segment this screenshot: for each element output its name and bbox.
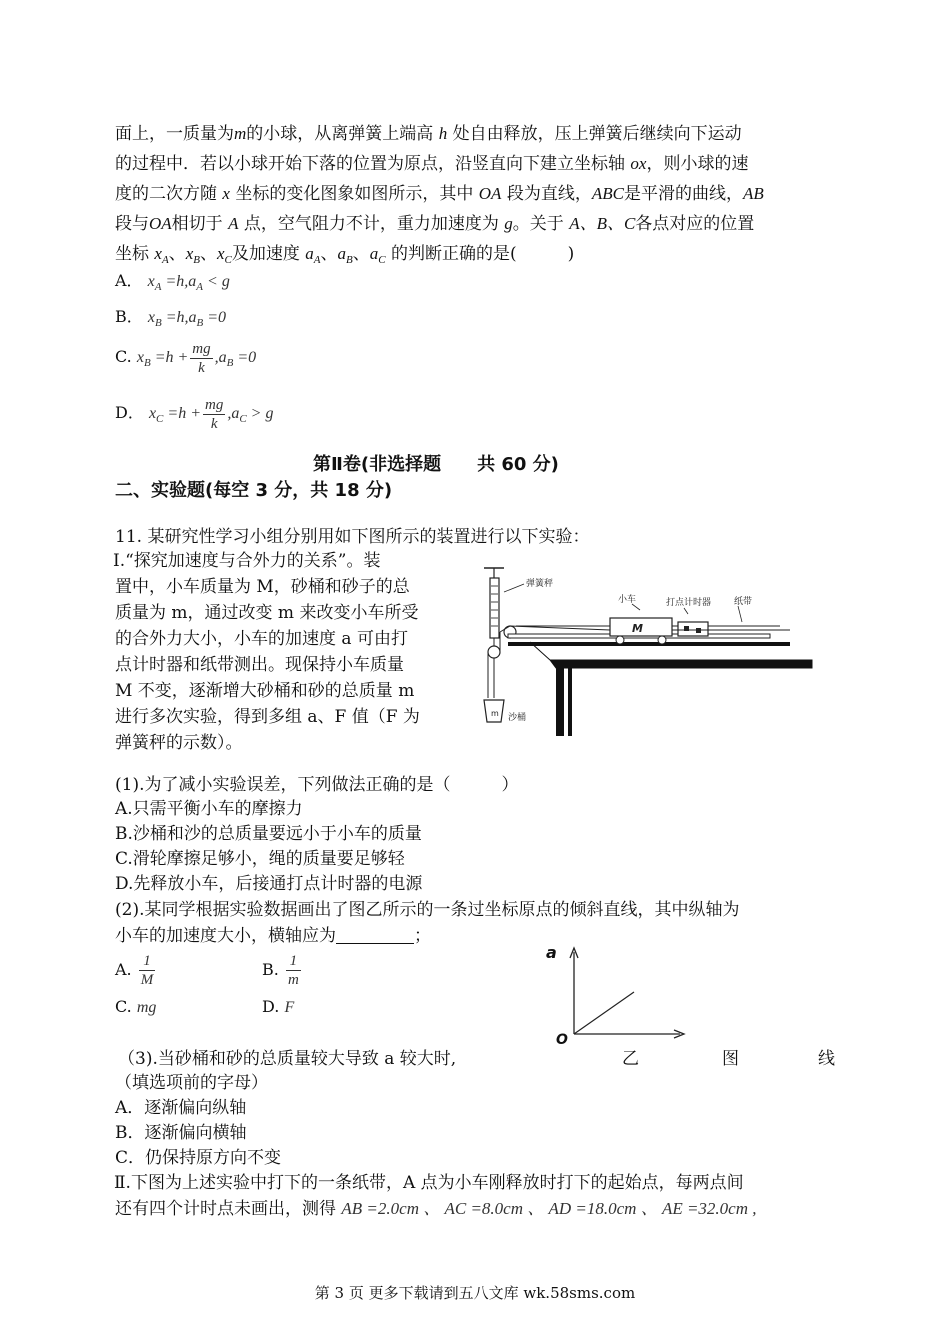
expr: =0 bbox=[233, 349, 257, 367]
expr: =h,a bbox=[161, 273, 197, 290]
q2-option-b[interactable] bbox=[262, 952, 303, 989]
wheel bbox=[616, 636, 624, 644]
option-label: B． bbox=[115, 307, 143, 326]
text: 各点对应的位置 bbox=[635, 214, 755, 234]
numerator: mg bbox=[192, 341, 211, 357]
q11-part1-line-1: Ⅰ.“探究加速度与合外力的关系”。装 bbox=[113, 551, 381, 571]
text: 点，空气阻力不计，重力加速度为 bbox=[243, 214, 499, 234]
expr: ,a bbox=[227, 405, 240, 423]
q3-option-b[interactable]: B．逐渐偏向横轴 bbox=[115, 1123, 247, 1143]
expr: < g bbox=[203, 273, 230, 290]
q3-option-c[interactable]: C．仍保持原方向不变 bbox=[115, 1148, 282, 1168]
graph-yi bbox=[540, 938, 690, 1048]
var-points: A、B、C bbox=[569, 214, 636, 233]
option-label: C. bbox=[115, 347, 132, 367]
option-value: F bbox=[284, 999, 295, 1016]
q11-q2-line-2 bbox=[115, 924, 431, 948]
text: 是平滑的曲线， bbox=[623, 184, 743, 204]
q11-part1-line-4: 的合外力大小，小车的加速度 a 可由打 bbox=[115, 629, 408, 649]
q11-q1: (1).为了减小实验误差，下列做法正确的是（ ） bbox=[115, 775, 519, 795]
denominator: M bbox=[140, 972, 154, 988]
label-leader bbox=[504, 584, 524, 592]
denominator: k bbox=[198, 360, 205, 376]
expr: =0 bbox=[203, 309, 227, 326]
spring-scale bbox=[490, 578, 499, 638]
sep: 、 bbox=[199, 244, 217, 264]
problem10-line-2 bbox=[115, 152, 748, 176]
sep: 、 bbox=[168, 244, 186, 264]
text: 及加速度 bbox=[231, 244, 300, 264]
var-m: m bbox=[234, 124, 247, 143]
sub: A bbox=[196, 281, 204, 293]
option-a[interactable] bbox=[115, 270, 230, 298]
text: ； bbox=[414, 926, 431, 946]
var-xa: x bbox=[154, 244, 162, 263]
answer-blank[interactable] bbox=[336, 925, 414, 944]
q1-option-b[interactable]: B.沙桶和沙的总质量要远小于小车的质量 bbox=[115, 824, 422, 844]
sub: B bbox=[196, 317, 204, 329]
fraction bbox=[286, 952, 301, 989]
text: 相切于 bbox=[171, 214, 223, 234]
var-oa: OA bbox=[149, 214, 172, 233]
expr: x bbox=[147, 273, 155, 290]
fraction bbox=[139, 952, 156, 989]
expr: x bbox=[147, 309, 155, 326]
q11-q2-line-1: (2).某同学根据实验数据画出了图乙所示的一条过坐标原点的倾斜直线，其中纵轴为 bbox=[115, 900, 740, 920]
q11-part2-line-1: Ⅱ.下图为上述实验中打下的一条纸带，A 点为小车刚释放时打下的起始点，每两点间 bbox=[114, 1173, 744, 1193]
cart-mass-label: M bbox=[632, 622, 643, 635]
tape-label: 纸带 bbox=[734, 597, 753, 607]
wheel bbox=[658, 636, 666, 644]
expr: =h + bbox=[163, 405, 201, 423]
table-top bbox=[508, 642, 790, 646]
sub: C bbox=[378, 254, 386, 266]
q11-part1-line-2: 置中，小车质量为 M，砂桶和砂子的总 bbox=[115, 577, 410, 597]
table-leg bbox=[556, 664, 564, 736]
denominator: k bbox=[210, 416, 218, 432]
text: 的小球，从离弹簧上端高 bbox=[246, 124, 434, 144]
timer-label: 打点计时器 bbox=[666, 598, 712, 608]
q2-option-c[interactable] bbox=[115, 996, 156, 1019]
q11-intro: 11. 某研究性学习小组分别用如下图所示的装置进行以下实验： bbox=[115, 527, 590, 547]
sep: 、 bbox=[320, 244, 338, 264]
var-abc: ABC bbox=[591, 184, 624, 203]
numerator: 1 bbox=[139, 952, 156, 971]
label-leader bbox=[684, 608, 688, 614]
var-a: A bbox=[228, 214, 239, 233]
fraction bbox=[203, 396, 225, 433]
sub: C bbox=[224, 254, 232, 266]
expr: x bbox=[136, 349, 144, 367]
bucket-label: 沙桶 bbox=[508, 713, 527, 723]
sep: 、 bbox=[352, 244, 370, 264]
var-aa: a bbox=[305, 244, 314, 263]
origin-label: O bbox=[556, 1032, 568, 1048]
var-ox: ox bbox=[630, 154, 647, 173]
option-label: A． bbox=[115, 271, 143, 290]
bucket-mass-label: m bbox=[491, 709, 499, 718]
label-leader bbox=[738, 606, 742, 622]
cart-label: 小车 bbox=[618, 595, 637, 605]
q11-part2-line-2 bbox=[115, 1197, 757, 1221]
graph-line bbox=[574, 992, 634, 1034]
problem10-line-5 bbox=[115, 242, 574, 272]
problem10-line-4 bbox=[115, 212, 754, 236]
text: 还有四个计时点未画出，测得 bbox=[115, 1199, 336, 1219]
text: 面上，一质量为 bbox=[115, 124, 234, 144]
spring-scale-label: 弹簧秤 bbox=[526, 579, 554, 589]
var-xc: x bbox=[216, 244, 225, 263]
option-value: mg bbox=[136, 999, 157, 1016]
q1-option-c[interactable]: C.滑轮摩擦足够小，绳的质量要足够轻 bbox=[115, 849, 405, 869]
option-expr bbox=[136, 341, 257, 376]
var-h: h bbox=[438, 124, 448, 143]
q11-part1-line-6: M 不变，逐渐增大砂桶和砂的总质量 m bbox=[115, 681, 415, 701]
expr: =h,a bbox=[161, 309, 197, 326]
q3-option-a[interactable]: A．逐渐偏向纵轴 bbox=[115, 1098, 247, 1118]
q11-part1-line-7: 进行多次实验，得到多组 a、F 值（F 为 bbox=[115, 707, 420, 727]
sub: B bbox=[226, 357, 234, 370]
text: 段为直线， bbox=[506, 184, 592, 204]
var-oa: OA bbox=[478, 184, 502, 203]
var-ab: AB bbox=[742, 184, 764, 203]
q2-option-a[interactable] bbox=[115, 952, 157, 989]
measurements: AB =2.0cm 、 AC =8.0cm 、 AD =18.0cm 、 AE =32.0cm , bbox=[341, 1199, 757, 1218]
string bbox=[510, 626, 610, 630]
sub: B bbox=[346, 254, 353, 266]
text: 。关于 bbox=[512, 214, 564, 234]
option-c[interactable] bbox=[115, 340, 256, 377]
text: 处自由释放，压上弹簧后继续向下运动 bbox=[452, 124, 742, 144]
sub: A bbox=[161, 254, 169, 266]
option-b[interactable] bbox=[115, 306, 226, 334]
option-label: D． bbox=[115, 403, 144, 423]
sub: C bbox=[239, 413, 247, 426]
apparatus-figure bbox=[470, 560, 815, 740]
var-ac: a bbox=[369, 244, 379, 263]
text: 度的二次方随 bbox=[115, 184, 217, 204]
text: 的过程中．若以小球开始下落的位置为原点，沿竖直向下建立坐标轴 bbox=[115, 154, 625, 174]
expr: > g bbox=[246, 405, 274, 423]
sub: A bbox=[154, 281, 162, 293]
text: 的判断正确的是( ) bbox=[385, 244, 575, 264]
table-leg bbox=[568, 664, 572, 736]
option-d[interactable] bbox=[115, 396, 273, 433]
option-label: C. bbox=[115, 997, 132, 1016]
q3-tail-3: 线 bbox=[818, 1049, 835, 1069]
option-label: B. bbox=[262, 960, 279, 979]
q3-tail-1: 乙 bbox=[622, 1049, 639, 1069]
q11-q3-line-1: （3).当砂桶和砂的总质量较大导致 a 较大时, bbox=[118, 1049, 457, 1069]
numerator: mg bbox=[204, 397, 224, 413]
sub: B bbox=[193, 254, 200, 266]
q11-part1-line-8: 弹簧秤的示数）。 bbox=[115, 733, 243, 753]
var-g: g bbox=[504, 214, 513, 233]
option-expr bbox=[148, 397, 274, 432]
q11-part1-line-3: 质量为 m，通过改变 m 来改变小车所受 bbox=[115, 603, 419, 623]
fraction bbox=[190, 340, 212, 377]
page-footer: 第 3 页 更多下载请到五八文库 wk.58sms.com bbox=[314, 1284, 636, 1302]
sub: B bbox=[143, 357, 151, 370]
q2-option-d[interactable] bbox=[262, 996, 294, 1019]
text: 坐标 bbox=[115, 244, 149, 264]
text: 小车的加速度大小，横轴应为 bbox=[115, 926, 336, 946]
text: ，则小球的速 bbox=[646, 154, 749, 174]
option-expr bbox=[147, 309, 227, 329]
movable-pulley bbox=[488, 646, 500, 658]
q3-tail-2: 图 bbox=[722, 1049, 739, 1069]
y-axis-label: a bbox=[546, 943, 557, 962]
section2-subtitle: 二、实验题(每空 3 分，共 18 分) bbox=[115, 480, 393, 501]
timer bbox=[678, 622, 708, 636]
sub: A bbox=[313, 254, 321, 266]
option-expr bbox=[147, 273, 230, 293]
text: 段与 bbox=[115, 214, 149, 234]
sub: C bbox=[156, 413, 164, 426]
expr: =h + bbox=[150, 349, 189, 367]
numerator: 1 bbox=[286, 952, 301, 971]
q11-part1-line-5: 点计时器和纸带测出。现保持小车质量 bbox=[115, 655, 404, 675]
q1-option-a[interactable]: A.只需平衡小车的摩擦力 bbox=[115, 799, 303, 819]
var-ab2: a bbox=[337, 244, 346, 263]
denominator: m bbox=[287, 972, 299, 988]
q1-option-d[interactable]: D.先释放小车，后接通打点计时器的电源 bbox=[115, 874, 423, 894]
problem10-line-3 bbox=[115, 182, 764, 206]
q11-q3-line-2: （填选项前的字母） bbox=[115, 1073, 268, 1093]
section2-title: 第Ⅱ卷(非选择题 共 60 分) bbox=[313, 454, 559, 475]
option-label: A. bbox=[115, 960, 132, 979]
sub: B bbox=[154, 317, 162, 329]
expr: ,a bbox=[214, 349, 227, 367]
var-xb: x bbox=[185, 244, 194, 263]
text: 坐标的变化图象如图所示，其中 bbox=[235, 184, 474, 204]
option-label: D. bbox=[262, 997, 280, 1016]
problem10-line-1 bbox=[115, 122, 742, 146]
expr: x bbox=[148, 405, 157, 423]
var-x: x bbox=[222, 184, 230, 203]
